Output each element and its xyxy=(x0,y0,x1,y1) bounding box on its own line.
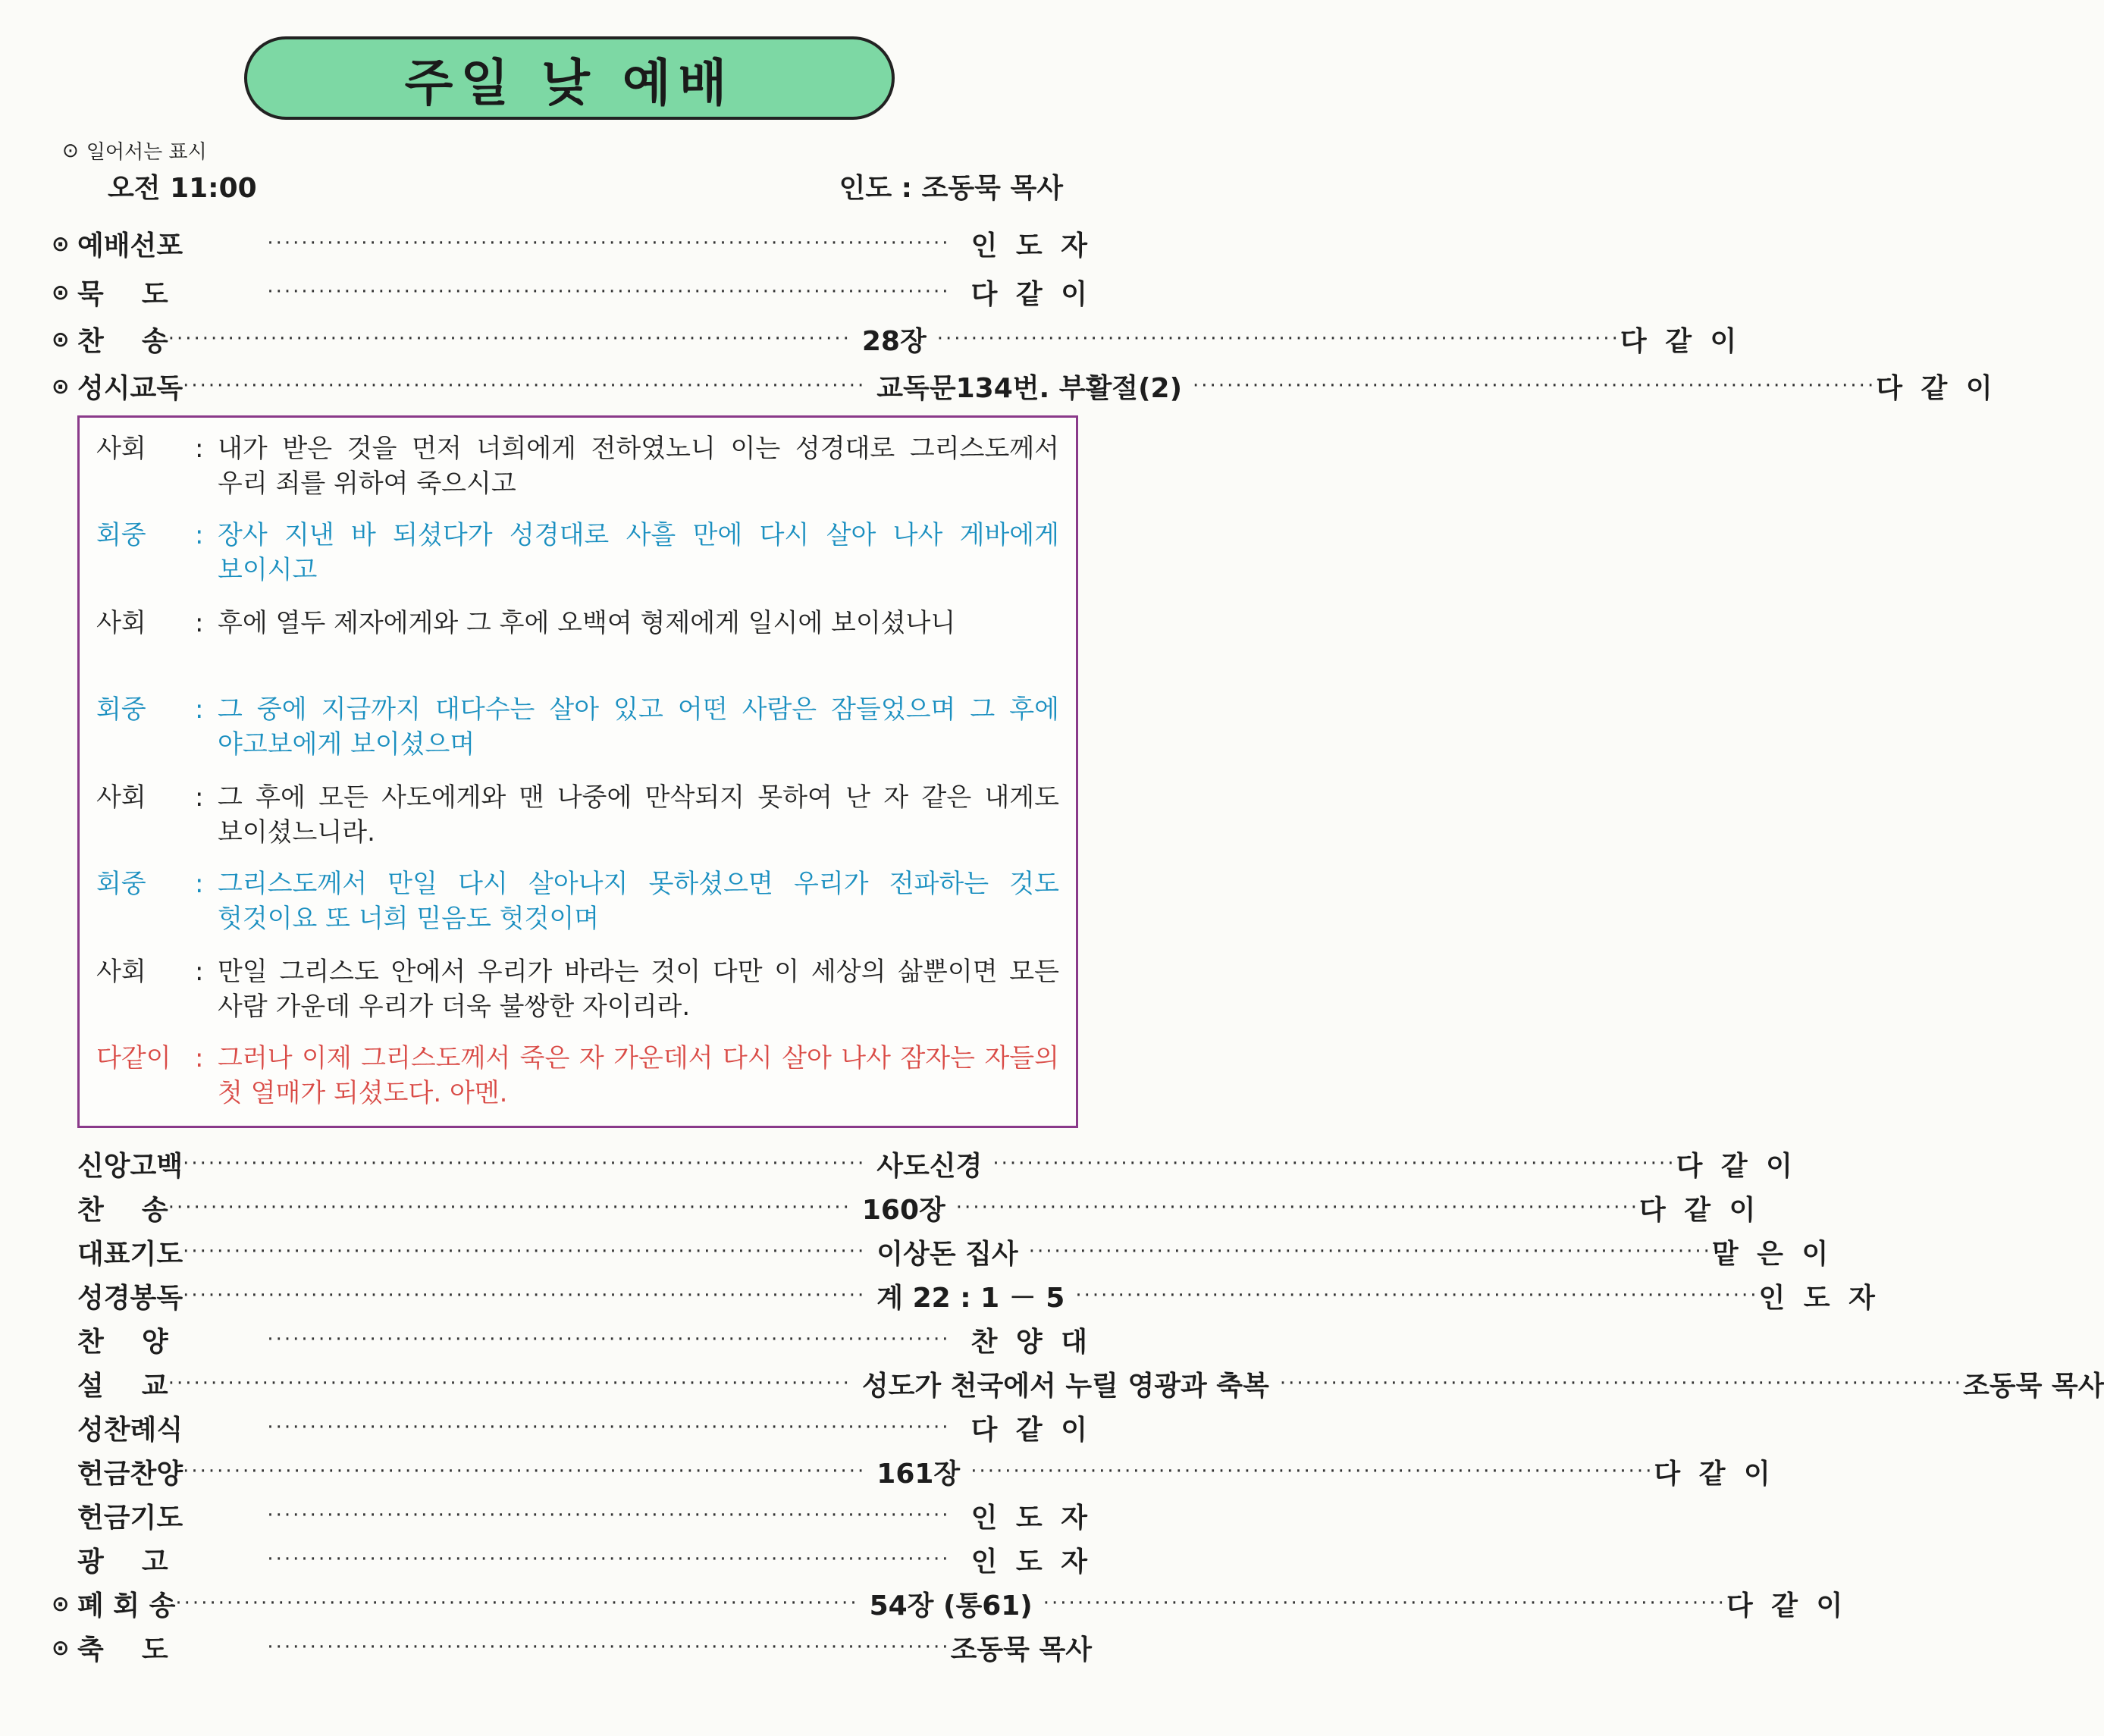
order-row xyxy=(52,1405,1092,1449)
reading-colon: : xyxy=(195,694,204,725)
order-row xyxy=(52,317,1742,361)
standing-symbol-icon: ⊙ xyxy=(52,1634,70,1660)
order-item-person: 조동묵 목사 xyxy=(1963,1370,2104,1402)
reading-speaker: 사회 xyxy=(96,608,146,638)
standing-symbol-icon: ⊙ xyxy=(52,326,70,352)
order-row xyxy=(52,1581,1848,1625)
standing-symbol-icon: ⊙ xyxy=(62,139,79,162)
reading-paragraph xyxy=(96,780,1059,850)
order-item-content: 성도가 천국에서 누릴 영광과 축복 xyxy=(861,1370,1269,1402)
order-item-person: 인 도 자 xyxy=(970,230,1092,262)
reading-paragraph xyxy=(96,1041,1059,1111)
order-item-label: 묵 도 xyxy=(77,278,168,310)
reading-colon: : xyxy=(195,520,204,550)
order-row xyxy=(52,1362,2104,1405)
order-item-label: 성시교독 xyxy=(77,372,183,404)
standing-symbol-icon: ⊙ xyxy=(52,230,70,256)
order-item-label: 헌금찬양 xyxy=(77,1458,183,1490)
order-row xyxy=(52,221,1092,265)
order-item xyxy=(52,1496,267,1535)
order-item xyxy=(52,367,183,406)
order-item xyxy=(52,1277,183,1315)
reading-speaker: 사회 xyxy=(96,957,146,987)
reading-speaker: 회중 xyxy=(96,520,146,550)
reading-text: 그리스도께서 만일 다시 살아나지 못하셨으면 우리가 전파하는 것도 헛것이요 또 너희 믿음도 헛것이며 xyxy=(218,869,1059,934)
order-leader-dots: ················································································ xyxy=(267,1636,951,1659)
order-item-label: 헌금기도 xyxy=(77,1502,183,1534)
reading-speaker: 다같이 xyxy=(96,1043,171,1073)
order-leader-dots: ················································································ xyxy=(267,232,951,255)
order-item-content: 160장 xyxy=(861,1194,945,1226)
reading-text: 그 후에 모든 사도에게와 맨 나중에 만삭되지 못하여 난 자 같은 내게도 보이셨느니라. xyxy=(218,782,1059,848)
order-row xyxy=(52,1537,1092,1581)
reading-speaker: 사회 xyxy=(96,782,146,813)
order-item xyxy=(52,1540,267,1579)
order-leader-dots: ················································································ 이상돈 집사 ················································································ xyxy=(183,1233,1712,1271)
order-item-label: 찬 송 xyxy=(77,1194,168,1226)
order-row xyxy=(52,1318,1092,1362)
order-item-label: 축 도 xyxy=(77,1634,168,1665)
order-item-person: 다 같 이 xyxy=(1638,1194,1761,1226)
standing-symbol-icon: ⊙ xyxy=(52,373,70,399)
order-leader-dots: ················································································ xyxy=(267,1548,951,1571)
reading-paragraph xyxy=(96,692,1059,762)
order-item-label: 신앙고백 xyxy=(77,1150,183,1182)
reading-speaker: 사회 xyxy=(96,434,146,464)
order-item-content: 교독문134번. 부활절(2) xyxy=(876,372,1183,404)
reading-paragraph xyxy=(96,954,1059,1024)
order-leader-dots: ················································································ 161장 ················································································ xyxy=(183,1452,1654,1491)
order-item-person: 인 도 자 xyxy=(970,1546,1092,1578)
order-item-person: 다 같 이 xyxy=(1620,325,1742,357)
order-item-person: 조동묵 목사 xyxy=(950,1634,1092,1665)
title-banner xyxy=(244,36,895,120)
order-item xyxy=(52,1321,267,1359)
order-item xyxy=(52,1233,183,1271)
order-row xyxy=(52,1230,1833,1274)
order-item-person: 찬 양 대 xyxy=(970,1326,1092,1358)
reading-paragraph xyxy=(96,431,1059,501)
order-row xyxy=(52,1142,1797,1186)
order-item-person: 인 도 자 xyxy=(970,1502,1092,1534)
order-item xyxy=(52,273,267,312)
order-item-label: 성경봉독 xyxy=(77,1282,183,1314)
order-item-person: 인 도 자 xyxy=(1758,1282,1880,1314)
reading-paragraph xyxy=(96,518,1059,588)
order-item xyxy=(52,320,168,359)
order-leader-dots: ················································································ 교독문134번. 부활절(2) ················································································ xyxy=(183,367,1876,406)
order-item-label: 예배선포 xyxy=(77,230,183,262)
order-item-person: 다 같 이 xyxy=(970,1414,1092,1446)
order-leader-dots: ················································································ 54장 (통61) ················································································ xyxy=(175,1584,1726,1623)
order-item-person: 다 같 이 xyxy=(1876,372,1997,404)
order-item-content: 계 22 : 1 － 5 xyxy=(876,1282,1065,1314)
order-item xyxy=(52,1365,168,1403)
standing-symbol-icon: ⊙ xyxy=(52,279,70,305)
order-item xyxy=(52,1145,183,1183)
reading-text: 내가 받은 것을 먼저 너희에게 전하였노니 이는 성경대로 그리스도께서 우리 죄를 위하여 죽으시고 xyxy=(218,434,1059,499)
order-leader-dots: ················································································ 160장 ················································································ xyxy=(168,1189,1639,1227)
responsive-reading-box xyxy=(77,415,1078,1128)
order-leader-dots: ················································································ 계 22 : 1 － 5 ················································································ xyxy=(183,1277,1758,1315)
standing-symbol-icon: ⊙ xyxy=(52,1590,70,1616)
legend xyxy=(62,136,207,165)
order-leader-dots: ················································································ 28장 ················································································ xyxy=(168,320,1620,359)
reading-colon: : xyxy=(195,434,204,464)
order-item-person: 다 같 이 xyxy=(970,278,1092,310)
order-item xyxy=(52,1584,175,1623)
order-item-label: 찬 양 xyxy=(77,1326,168,1358)
reading-speaker: 회중 xyxy=(96,869,146,899)
order-item-content: 이상돈 집사 xyxy=(876,1238,1018,1270)
service-leader: 인도 : 조동묵 목사 xyxy=(839,173,1063,204)
order-leader-dots: ················································································ xyxy=(267,1328,951,1351)
order-item-person: 다 같 이 xyxy=(1676,1150,1797,1182)
order-row xyxy=(52,1493,1092,1537)
order-item-label: 찬 송 xyxy=(77,325,168,357)
reading-colon: : xyxy=(195,1043,204,1073)
order-row xyxy=(52,1449,1775,1493)
order-item-label: 설 교 xyxy=(77,1370,168,1402)
reading-paragraph xyxy=(96,866,1059,936)
reading-colon: : xyxy=(195,957,204,987)
order-item xyxy=(52,1452,183,1491)
order-row xyxy=(52,270,1092,314)
order-item-person: 맡 은 이 xyxy=(1711,1238,1833,1270)
order-item-label: 폐 회 송 xyxy=(77,1590,176,1622)
order-item xyxy=(52,1409,267,1447)
order-row xyxy=(52,1625,1092,1669)
order-item xyxy=(52,1628,267,1667)
service-time: 오전 11:00 xyxy=(108,173,257,204)
reading-paragraph xyxy=(96,606,1059,641)
reading-text: 만일 그리스도 안에서 우리가 바라는 것이 다만 이 세상의 삶뿐이면 모든 사람 가운데 우리가 더욱 불쌍한 자이리라. xyxy=(218,957,1059,1022)
order-item-person: 다 같 이 xyxy=(1654,1458,1775,1490)
order-row xyxy=(52,364,1997,408)
reading-text: 그 중에 지금까지 대다수는 살아 있고 어떤 사람은 잠들었으며 그 후에 야고보에게 보이셨으며 xyxy=(218,694,1059,760)
order-leader-dots: ················································································ xyxy=(267,1504,951,1527)
order-leader-dots: ················································································ xyxy=(267,1416,951,1439)
order-leader-dots: ················································································ 성도가 천국에서 누릴 영광과 축복 ················································································ xyxy=(168,1365,1963,1403)
page-title: 주일 낮 예배 xyxy=(404,53,735,112)
legend-text: 일어서는 표시 xyxy=(86,141,207,164)
order-item-label: 대표기도 xyxy=(77,1238,183,1270)
order-leader-dots: ················································································ xyxy=(267,280,951,303)
reading-colon: : xyxy=(195,869,204,899)
order-item xyxy=(52,1189,168,1227)
order-item-label: 광 고 xyxy=(77,1546,168,1578)
order-item-content: 161장 xyxy=(876,1458,961,1490)
reading-colon: : xyxy=(195,782,204,813)
order-item-person: 다 같 이 xyxy=(1726,1590,1848,1622)
order-item-content: 54장 (통61) xyxy=(869,1590,1033,1622)
reading-text: 후에 열두 제자에게와 그 후에 오백여 형제에게 일시에 보이셨나니 xyxy=(218,608,956,638)
order-leader-dots: ················································································ 사도신경 ················································································ xyxy=(183,1145,1676,1183)
order-row xyxy=(52,1274,1880,1318)
order-row xyxy=(52,1186,1761,1230)
reading-text: 그러나 이제 그리스도께서 죽은 자 가운데서 다시 살아 나사 잠자는 자들의 첫 열매가 되셨도다. 아멘. xyxy=(218,1043,1059,1108)
order-item xyxy=(52,224,267,263)
reading-speaker: 회중 xyxy=(96,694,146,725)
order-item-content: 28장 xyxy=(861,325,927,357)
reading-text: 장사 지낸 바 되셨다가 성경대로 사흘 만에 다시 살아 나사 게바에게 보이시고 xyxy=(218,520,1059,585)
reading-colon: : xyxy=(195,608,204,638)
order-item-content: 사도신경 xyxy=(876,1150,983,1182)
order-item-label: 성찬례식 xyxy=(77,1414,183,1446)
